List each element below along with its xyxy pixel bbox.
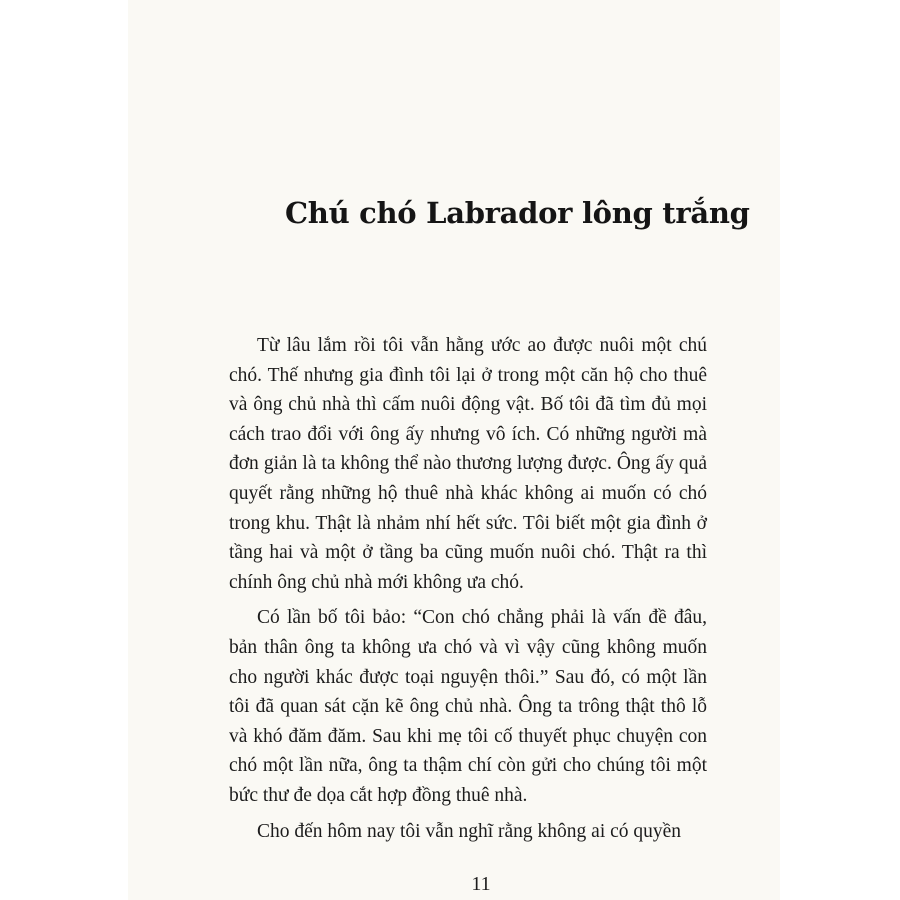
paragraph: Từ lâu lắm rồi tôi vẫn hằng ước ao được nuôi một chú chó. Thế nhưng gia đình tôi lại ở trong một căn hộ cho thuê và ông chủ nhà thì cấm nuôi động vật. Bố tôi đã tìm đủ mọi cách trao đổi với ông ấy nhưng vô ích. Có những người mà đơn giản là ta không thể nào thương lượng được. Ông ấy quả quyết rằng những hộ thuê nhà khác không ai muốn có chó trong khu. Thật là nhảm nhí hết sức. Tôi biết một gia đình ở tầng hai và một ở tầng ba cũng muốn nuôi chó. Thật ra thì chính ông chủ nhà mới không ưa chó. bbox=[229, 335, 707, 593]
paragraph: Cho đến hôm nay tôi vẫn nghĩ rằng không ai có quyền bbox=[257, 820, 682, 842]
paragraph: Có lần bố tôi bảo: “Con chó chẳng phải là vấn đề đâu, bản thân ông ta không ưa chó và vì vậy cũng không muốn cho người khác được toại nguyện thôi.” Sau đó, có một lần tôi đã quan sát cặn kẽ ông chủ nhà. Ông ta trông thật thô lỗ và khó đăm đăm. Sau khi mẹ tôi cố thuyết phục chuyện con chó một lần nữa, ông ta thậm chí còn gửi cho chúng tôi một bức thư đe dọa cắt hợp đồng thuê nhà. bbox=[229, 607, 707, 806]
page-number: 11 bbox=[471, 873, 491, 895]
body-text bbox=[229, 331, 707, 846]
chapter-title: Chú chó Labrador lông trắng bbox=[285, 196, 750, 230]
